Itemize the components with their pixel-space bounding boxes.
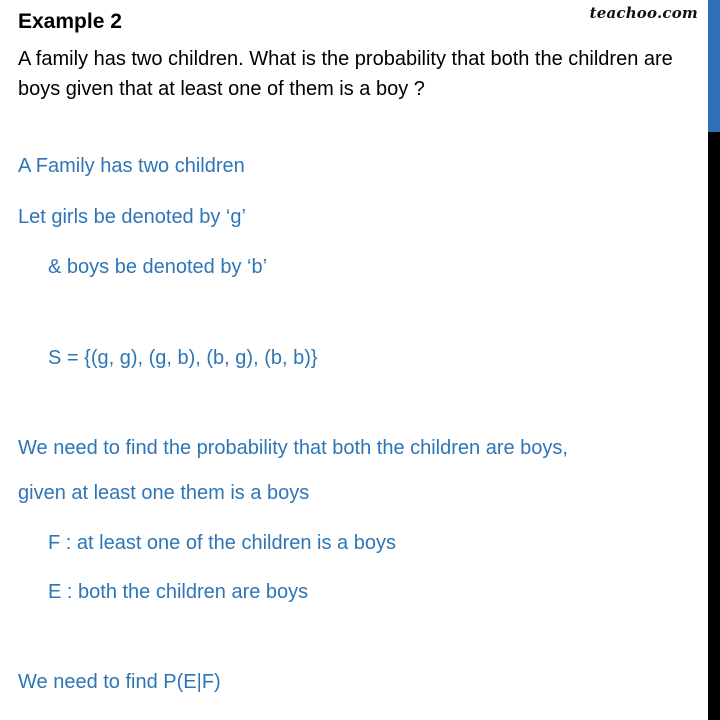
line-event-f: F : at least one of the children is a boys	[48, 532, 396, 554]
brand-logo: teachoo.com	[589, 4, 698, 22]
line-sample-space: S = {(g, g), (g, b), (b, g), (b, b)}	[48, 347, 318, 369]
side-bar	[708, 0, 720, 720]
line-event-e: E : both the children are boys	[48, 581, 309, 603]
side-bar-accent	[708, 0, 720, 132]
line-girls: Let girls be denoted by ‘g’	[18, 206, 246, 228]
line-find-p: We need to find P(E|F)	[18, 671, 221, 693]
line-boys: & boys be denoted by ‘b’	[48, 256, 268, 278]
line-family: A Family has two children	[18, 155, 245, 177]
question-text: A family has two children. What is the probability that both the children are boys given that at least one of them is a boy ?	[18, 48, 673, 100]
example-title: Example 2	[18, 10, 122, 33]
line-given: given at least one them is a boys	[18, 482, 310, 504]
line-need-find: We need to find the probability that both the children are boys,	[18, 437, 568, 459]
